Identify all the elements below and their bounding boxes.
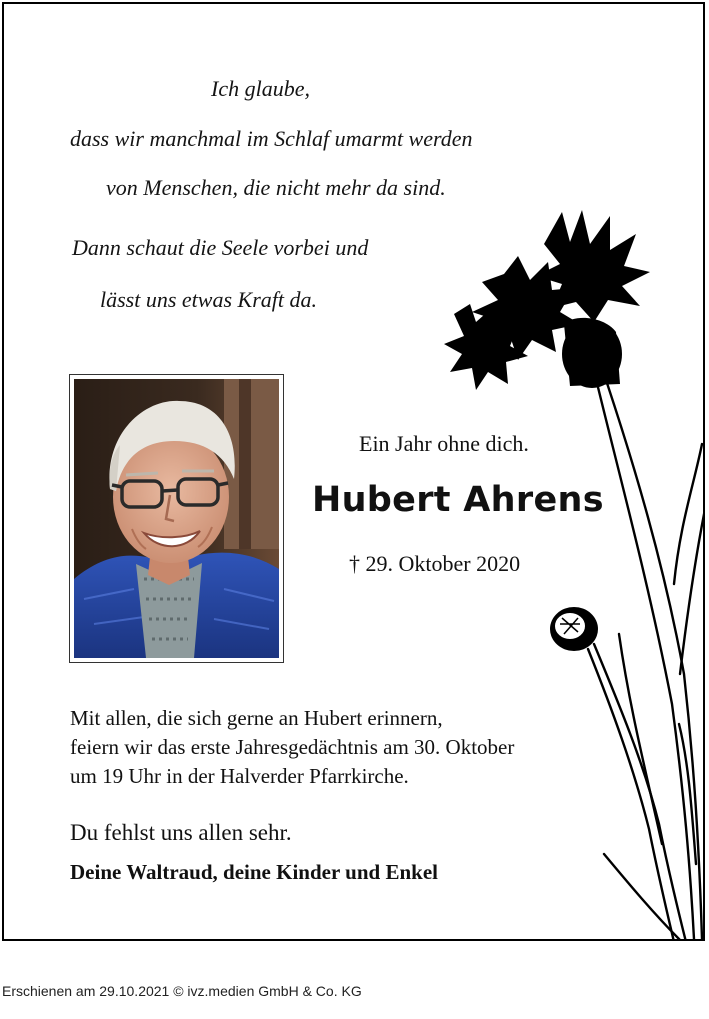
- obituary-card: [2, 2, 705, 941]
- subtitle: Ein Jahr ohne dich.: [359, 431, 529, 456]
- family-signature: Deine Waltraud, deine Kinder und Enkel: [70, 860, 438, 884]
- poem-line: von Menschen, die nicht mehr da sind.: [106, 175, 446, 200]
- message-line: feiern wir das erste Jahresgedächtnis am 30. Oktober: [70, 735, 515, 759]
- poem-line: Dann schaut die Seele vorbei und: [72, 235, 369, 260]
- poem-line: dass wir manchmal im Schlaf umarmt werden: [70, 126, 473, 151]
- closing-line: Du fehlst uns allen sehr.: [70, 820, 292, 845]
- death-date: † 29. Oktober 2020: [349, 551, 521, 576]
- poem-line: lässt uns etwas Kraft da.: [100, 287, 317, 312]
- publication-footer: Erschienen am 29.10.2021 © ivz.medien GmbH & Co. KG: [2, 983, 362, 999]
- message-line: um 19 Uhr in der Halverder Pfarrkirche.: [70, 764, 409, 788]
- portrait-photo: [69, 374, 284, 663]
- deceased-name: Hubert Ahrens: [312, 480, 604, 520]
- poem-line: Ich glaube,: [211, 76, 310, 101]
- message-line: Mit allen, die sich gerne an Hubert erinnern,: [70, 706, 443, 730]
